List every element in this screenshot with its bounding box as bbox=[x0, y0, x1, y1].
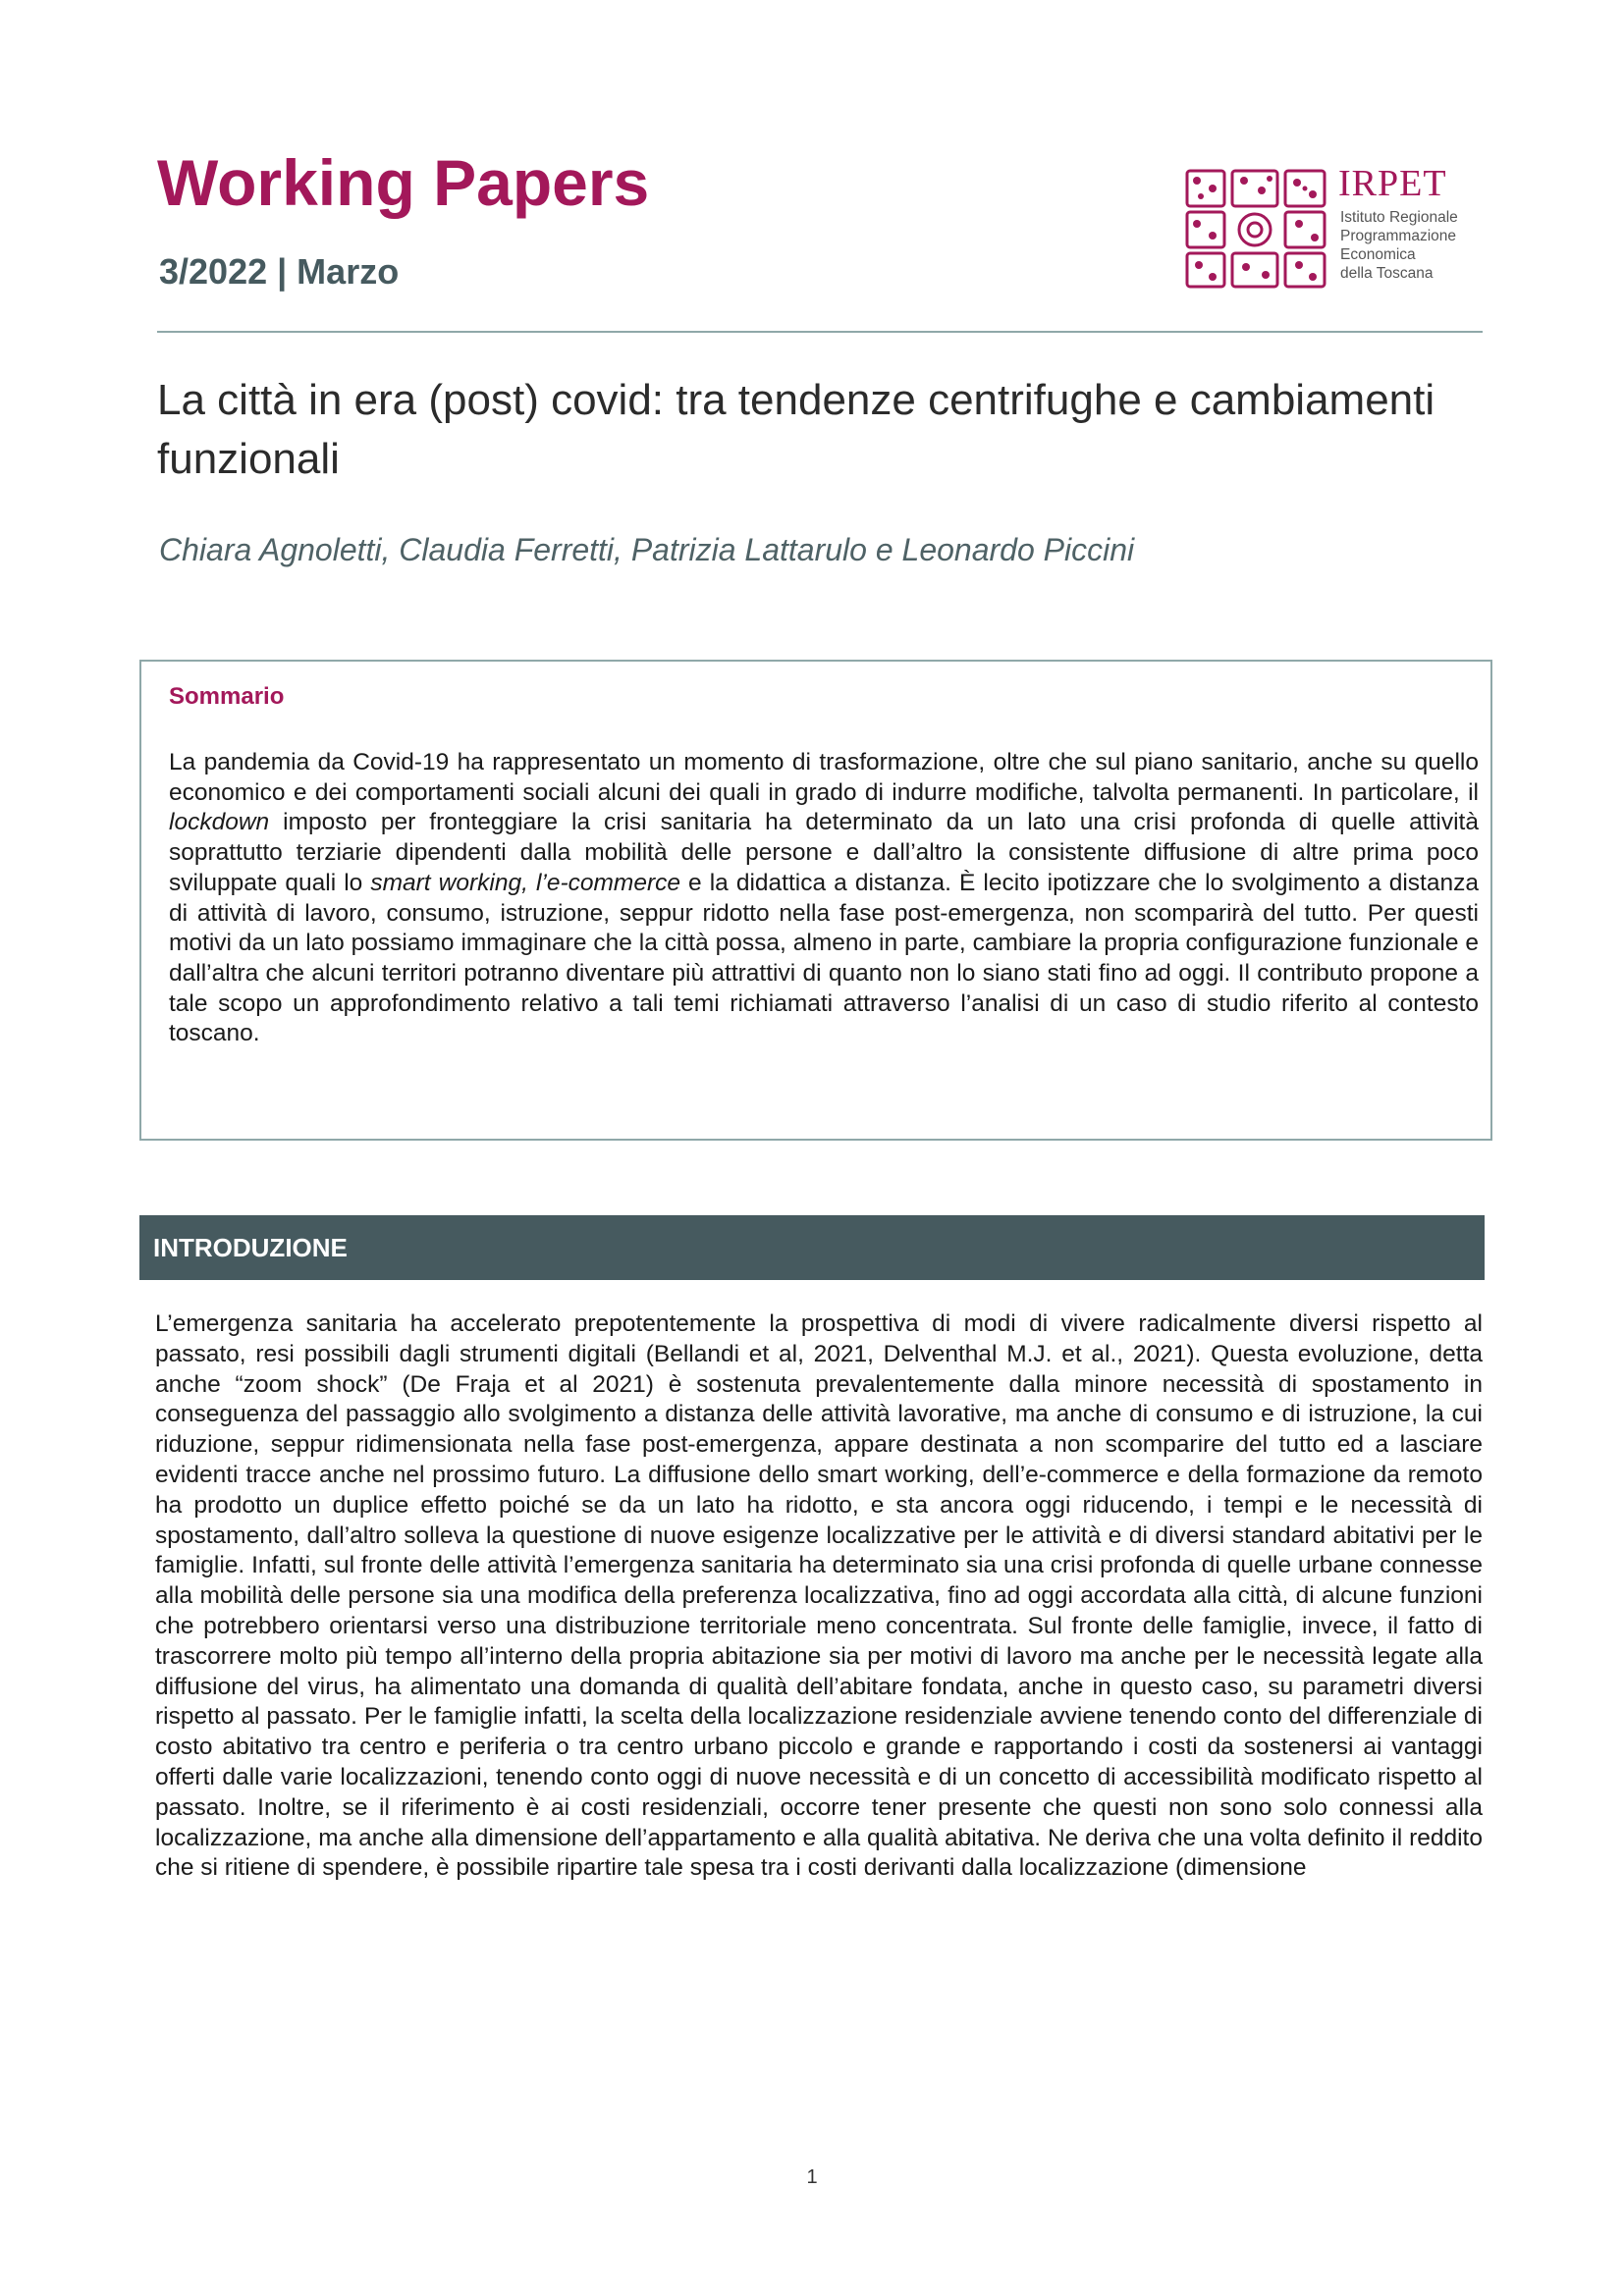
irpet-logo-subtitle bbox=[1340, 208, 1488, 283]
summary-text-part: La pandemia da Covid-19 ha rappresentato un momento di trasformazione, oltre che sul piano sanitario, anche su quello economico e dei comportamenti sociali alcuni dei quali in grado di indurre modifiche, talvolta permanenti. In particolare, il bbox=[169, 749, 1479, 806]
logo-subtitle-line: Istituto Regionale bbox=[1340, 209, 1458, 226]
introduction-body: L’emergenza sanitaria ha accelerato prepotentemente la prospettiva di modi di vivere radicalmente diversi rispetto al passato, resi possibili dagli strumenti digitali (Bellandi et al, 2021, Delventhal M.J. et al., 2021). Questa evoluzione, detta anche “zoom shock” (De Fraja et al 2021) è sostenuta prevalentemente dalla minore necessità di spostamento in conseguenza del passaggio allo svolgimento a distanza delle attività lavorative, ma anche di consumo e di istruzione, la cui riduzione, seppur ridimensionata nella fase post-emergenza, appare destinata a non scomparire del tutto ed a lasciare evidenti tracce anche nel prossimo futuro. La diffusione dello smart working, dell’e-commerce e della formazione da remoto ha prodotto un duplice effetto poiché se da un lato ha ridotto, e sta ancora oggi riducendo, i tempi e le necessità di spostamento, dall’altro solleva la questione di nuove esigenze localizzative per le attività e di diversi standard abitativi per le famiglie. Infatti, sul fronte delle attività l’emergenza sanitaria ha determinato sia una crisi profonda di quelle urbane connesse alla mobilità delle persone sia una modifica della preferenza localizzativa, fino ad oggi accordata alla città, di alcune funzioni che potrebbero orientarsi verso una distribuzione territoriale meno concentrata. Sul fronte delle famiglie, invece, il fatto di trascorrere molto più tempo all’interno della propria abitazione sia per motivi di lavoro ma anche per le necessità legate alla diffusione del virus, ha alimentato una domanda di qualità dell’abitare fondata, anche in questo caso, su parametri diversi rispetto al passato. Per le famiglie infatti, la scelta della localizzazione residenziale avviene tenendo conto del differenziale di costo abitativo tra centro e periferia o tra centro urbano piccolo e grande e rapportando i costi da sostenersi ai vantaggi offerti dalle varie localizzazioni, tenendo conto oggi di nuove necessità e di un concetto di accessibilità modificato rispetto al passato. Inoltre, se il riferimento è ai costi residenziali, occorre tener presente che questi non sono solo connessi alla localizzazione, ma anche alla dimensione dell’appartamento e alla qualità abitativa. Ne deriva che una volta definito il reddito che si ritiene di spendere, è possibile ripartire tale spesa tra i costi derivanti dalla localizzazione (dimensione bbox=[155, 1310, 1483, 1882]
logo-subtitle-line: della Toscana bbox=[1340, 265, 1434, 282]
page-number: 1 bbox=[806, 2166, 818, 2188]
summary-text-italic: l’e-commerce bbox=[535, 869, 680, 896]
document-title: La città in era (post) covid: tra tendenze centrifughe e cambiamenti funzionali bbox=[157, 376, 1435, 483]
irpet-logo-mark-icon bbox=[1183, 167, 1330, 290]
summary-box bbox=[139, 660, 1492, 1141]
header-divider bbox=[157, 331, 1483, 333]
logo-subtitle-line: Programmazione bbox=[1340, 228, 1457, 244]
summary-text-italic: , bbox=[521, 869, 536, 896]
section-header-bar bbox=[139, 1215, 1485, 1280]
summary-heading: Sommario bbox=[169, 683, 285, 710]
irpet-logo bbox=[1183, 165, 1488, 293]
authors: Chiara Agnoletti, Claudia Ferretti, Patrizia Lattarulo e Leonardo Piccini bbox=[159, 532, 1135, 567]
irpet-logo-name: IRPET bbox=[1338, 163, 1447, 204]
summary-text bbox=[169, 748, 1479, 1049]
issue-date: 3/2022 | Marzo bbox=[159, 251, 400, 292]
summary-text-part: imposto per fronteggiare la crisi sanitaria ha determinato da un lato una crisi profonda di quelle attività soprattutto terziarie dipendenti dalla mobilità delle persone e dall’altro la consistente diffusione di altre prima poco sviluppate quali lo bbox=[169, 809, 1479, 896]
series-title: Working Papers bbox=[157, 146, 650, 219]
summary-text-part: e la didattica a distanza. È lecito ipotizzare che lo svolgimento a distanza di attività di lavoro, consumo, istruzione, seppur ridotto nella fase post-emergenza, non scomparirà del tutto. Per questi motivi da un lato possiamo immaginare che la città possa, almeno in parte, cambiare la propria configurazione funzionale e dall’altra che alcuni territori potranno diventare più attrattivi di quanto non lo siano stati fino ad oggi. Il contributo propone a tale scopo un approfondimento relativo a tali temi richiamati attraverso l’analisi di un caso di studio riferito al contesto toscano. bbox=[169, 869, 1479, 1047]
section-title: INTRODUZIONE bbox=[153, 1233, 348, 1262]
summary-text-italic: smart working bbox=[370, 869, 522, 896]
logo-subtitle-line: Economica bbox=[1340, 246, 1416, 263]
summary-text-italic: lockdown bbox=[169, 809, 270, 836]
